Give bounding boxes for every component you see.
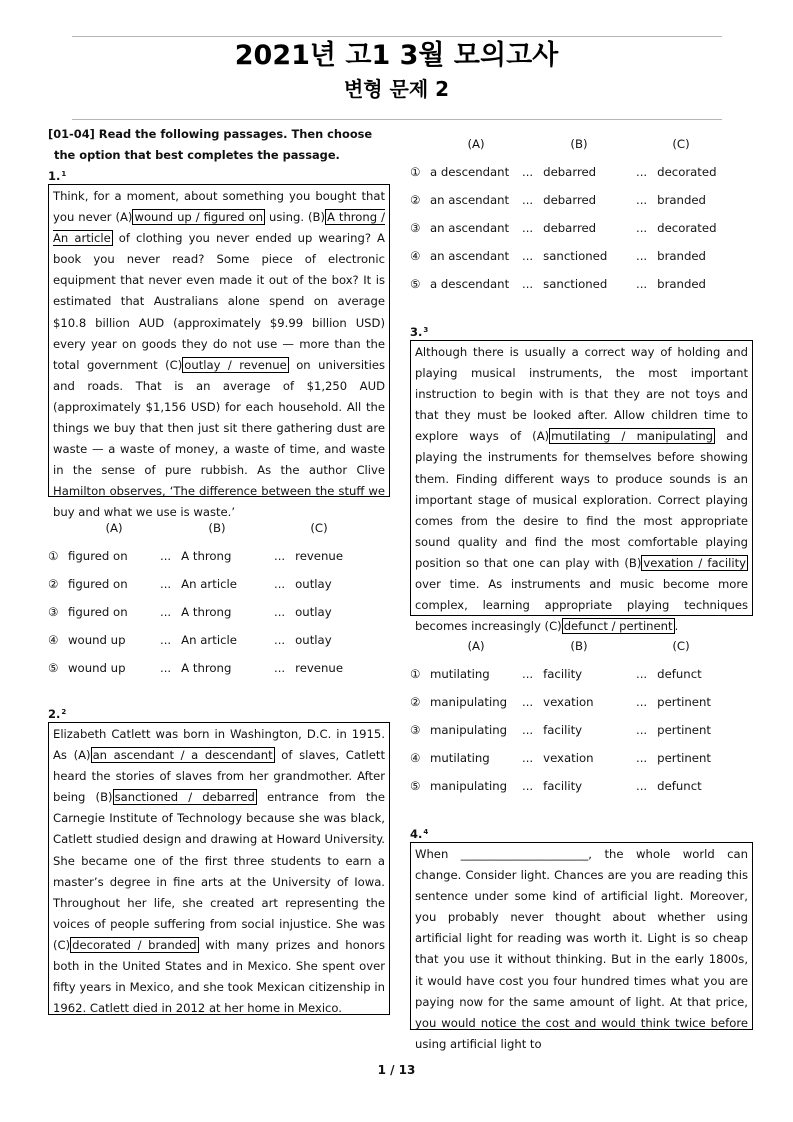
question-number: 3.$^3$ (410, 325, 429, 339)
footnote-ref: 3 (423, 326, 429, 334)
option-row[interactable]: ④ wound up ... An article ... outlay (48, 633, 332, 647)
passage: When ______________________, the whole world can change. Consider light. Chances are you are reading this sentence under some kind of artificial light. Moreover, you probably never thought about whether using artificial light for reading was worth it. Light is so cheap that you use it without thinking. But in the early 1800s, it would have cost you four hundred times what you are paying now for the same amount of light. At that price, you would notice the cost and would think twice before using artificial light to (410, 842, 753, 1030)
choice-box-a: an ascendant / a descendant (92, 748, 273, 763)
option-row[interactable]: ⑤ wound up ... A throng ... revenue (48, 661, 344, 675)
option-marker: ③ (48, 605, 59, 619)
page-title: 2021년 고1 3월 모의고사 (234, 40, 559, 71)
options-header: (A) (B) (C) (467, 137, 690, 151)
choice-box-b: vexation / facility (643, 555, 746, 570)
choice-box-b: A throng / An article (53, 210, 385, 246)
left-column (48, 124, 390, 1015)
option-marker: ① (48, 549, 59, 563)
option-marker: ③ (410, 723, 421, 737)
passage: Elizabeth Catlett was born in Washington, D.C. in 1915. As (A) an ascendant / a descendant of slaves, Catlett heard the stories of slaves from her grandmother. After being (B) sanctioned / debarred entrance from the Carnegie Institute of Technology because she was black, Catlett studied design and drawing at Howard University. She became one of the first three students to earn a master’s degree in fine arts at the University of Iowa. Throughout her life, she created art representing the voices of people suffering from social injustice. She was (C) decorated / branded with many prizes and honors both in the United States and in Mexico. She spent over fifty years in Mexico, and she took Mexican citizenship in 1962. Catlett died in 2012 at her home in Mexico. (48, 722, 390, 1015)
question-3 (410, 322, 753, 800)
question-2 (48, 704, 390, 1015)
page-subtitle: 변형 문제 2 (343, 77, 450, 101)
question-number: 2.$^2$ (48, 707, 67, 721)
question-number: 4.$^4$ (410, 827, 429, 841)
options-header: (A) (B) (C) (105, 521, 328, 535)
option-row[interactable]: ④ an ascendant ... sanctioned ... branded (410, 249, 706, 263)
right-column (410, 130, 753, 1051)
option-marker: ⑤ (48, 661, 59, 675)
options-header: (A) (B) (C) (467, 639, 690, 653)
footnote-ref: 2 (61, 708, 67, 716)
passage: Think, for a moment, about something you bought that you never (A) wound up / figured on using. (B) A throng / An article of clothing you never ended up wearing? A book you never read? Some piece of electronic equipment that never even made it out of the box? It is estimated that Australians alone spend on average $10.8 billion AUD (approximately $9.99 billion USD) every year on goods they do not use — more than the total government (C) outlay / revenue on universities and roads. That is an average of $1,250 AUD (approximately $1,156 USD) for each household. All the things we buy that then just sit there gathering dust are waste — a waste of money, a waste of time, and waste in the sense of pure rubbish. As the author Clive Hamilton observes, ‘The difference between the stuff we buy and what we use is waste.’ (48, 184, 390, 497)
footnote-ref: 4 (423, 828, 429, 836)
option-row[interactable]: ① mutilating ... facility ... defunct (410, 667, 702, 681)
choice-box-b: sanctioned / debarred (114, 790, 255, 805)
option-marker: ① (410, 165, 421, 179)
question-number: 1.$^1$ (48, 169, 67, 183)
choice-box-c: decorated / branded (72, 937, 197, 952)
option-row[interactable]: ① figured on ... A throng ... revenue (48, 549, 344, 563)
option-marker: ④ (410, 751, 421, 765)
option-row[interactable]: ② an ascendant ... debarred ... branded (410, 193, 706, 207)
option-marker: ② (410, 695, 421, 709)
instructions: [01-04] Read the following passages. Then choose the option that best completes the passage. (48, 127, 373, 162)
question-4 (410, 824, 753, 1051)
choice-box-a: wound up / figured on (134, 210, 264, 225)
option-marker: ⑤ (410, 779, 421, 793)
footnote-ref: 1 (61, 170, 67, 178)
header-rule (72, 119, 722, 120)
option-row[interactable]: ③ an ascendant ... debarred ... decorated (410, 221, 717, 235)
option-marker: ② (410, 193, 421, 207)
choice-box-a: mutilating / manipulating (551, 429, 714, 444)
option-marker: ④ (48, 633, 59, 647)
option-marker: ⑤ (410, 277, 421, 291)
page-number: 1 / 13 (377, 1063, 416, 1077)
option-row[interactable]: ③ manipulating ... facility ... pertinent (410, 723, 711, 737)
option-row[interactable]: ② manipulating ... vexation ... pertinent (410, 695, 711, 709)
option-row[interactable]: ② figured on ... An article ... outlay (48, 577, 332, 591)
option-marker: ① (410, 667, 421, 681)
top-rule (72, 36, 722, 37)
question-1 (48, 166, 390, 682)
option-marker: ② (48, 577, 59, 591)
choice-box-c: outlay / revenue (184, 357, 287, 372)
answer-options (48, 514, 390, 682)
option-row[interactable]: ③ figured on ... A throng ... outlay (48, 605, 332, 619)
option-row[interactable]: ⑤ manipulating ... facility ... defunct (410, 779, 702, 793)
choice-box-c: defunct / pertinent (563, 619, 673, 634)
option-row[interactable]: ① a descendant ... debarred ... decorated (410, 165, 717, 179)
option-row[interactable]: ④ mutilating ... vexation ... pertinent (410, 751, 711, 765)
option-marker: ③ (410, 221, 421, 235)
option-marker: ④ (410, 249, 421, 263)
answer-options (410, 130, 753, 298)
passage: Although there is usually a correct way of holding and playing musical instruments, the most important instruction to begin with is that they are not toys and that they must be looked after. Allow children time to explore ways of (A) mutilating / manipulating and playing the instruments for themselves before showing them. Finding different ways to produce sounds is an important stage of musical exploration. Correct playing comes from the desire to find the most appropriate sound quality and find the most comfortable playing position so that one can play with (B) vexation / facility over time. As instruments and music become more complex, learning appropriate playing techniques becomes increasingly (C) defunct / pertinent . (410, 340, 753, 616)
answer-options (410, 632, 753, 800)
option-row[interactable]: ⑤ a descendant ... sanctioned ... branded (410, 277, 706, 291)
